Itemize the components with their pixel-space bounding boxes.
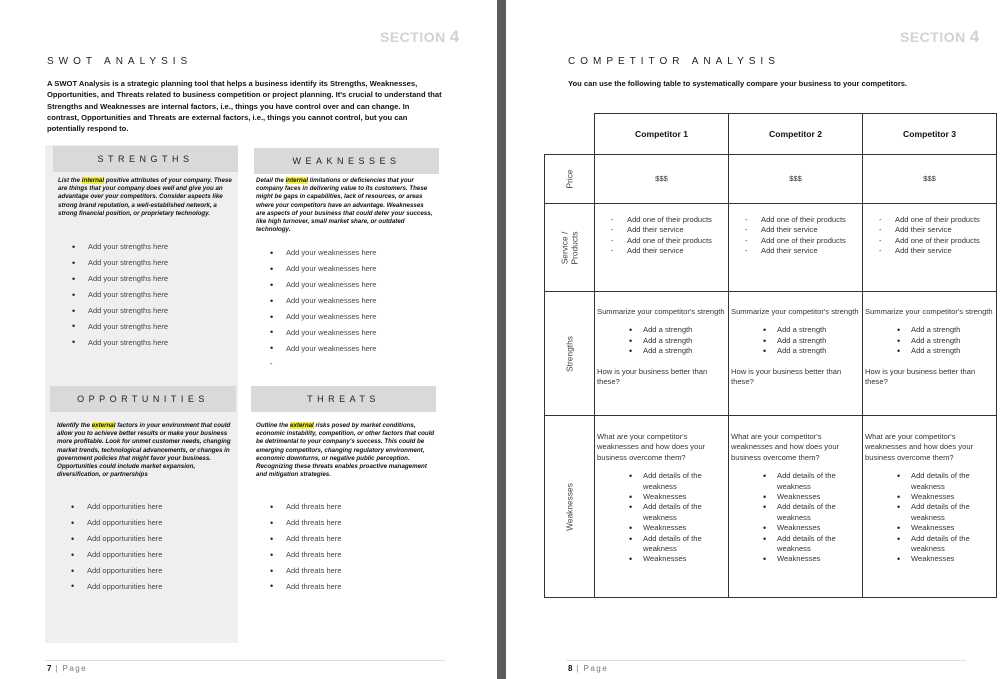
table-row-strengths: [545, 292, 997, 416]
page-title: COMPETITOR ANALYSIS: [568, 56, 780, 67]
list-item: • Add a strength: [911, 336, 994, 346]
list-item[interactable]: • Add threats here: [270, 547, 341, 563]
page-number: 8: [568, 664, 573, 673]
price-cell[interactable]: $$$: [729, 155, 863, 204]
section-label: SECTION: [380, 29, 446, 45]
list-item[interactable]: • Add your strengths here: [72, 303, 168, 319]
list-item: • Weaknesses: [911, 523, 994, 533]
column-header: Competitor 3: [863, 114, 997, 155]
section-tag: [380, 27, 460, 47]
threats-description: Outline the external risks posed by market conditions, economic instability, competition, or other factors that could be detrimental to your company's success. This could be emerging competitors, changing regulatory environment, economic downturns, or negative public perception. Recognizing these threats enables proactive management and mitigation strategies.: [256, 422, 435, 479]
footer-divider: [566, 660, 966, 661]
strengths-question: How is your business better than these?: [865, 366, 976, 387]
list-item[interactable]: • Add opportunities here: [71, 515, 162, 531]
row-header-strengths: Strengths: [545, 292, 595, 416]
weaknesses-prompt: What are your competitor's weaknesses and how does your business overcome them?: [731, 432, 840, 462]
page-number: 7: [47, 664, 52, 673]
table-row-weaknesses: [545, 416, 997, 598]
table-row-service: [545, 204, 997, 292]
strengths-cell[interactable]: [863, 292, 997, 416]
list-item: - Add one of their products: [895, 236, 994, 246]
page-7: [0, 0, 497, 679]
list-item: • Weaknesses: [777, 492, 860, 502]
list-item: • Add details of the weakness: [643, 534, 726, 555]
list-item[interactable]: • Add your strengths here: [72, 334, 168, 350]
row-header-price: Price: [545, 155, 595, 204]
strengths-cell[interactable]: [729, 292, 863, 416]
list-item[interactable]: • Add threats here: [270, 531, 341, 547]
list-item: - Add one of their products: [761, 236, 860, 246]
list-item: • Add a strength: [643, 325, 726, 335]
page-title: SWOT ANALYSIS: [47, 56, 193, 67]
list-item[interactable]: • Add opportunities here: [71, 499, 162, 515]
list-item: • Add a strength: [911, 346, 994, 356]
list-item[interactable]: • Add opportunities here: [71, 578, 162, 594]
weaknesses-prompt: What are your competitor's weaknesses and how does your business overcome them?: [597, 432, 706, 462]
footer-divider: [45, 660, 445, 661]
price-cell[interactable]: $$$: [595, 155, 729, 204]
section-number: 4: [969, 27, 980, 46]
list-item: - Add one of their products: [761, 215, 860, 225]
row-header-service: Service / Products: [545, 204, 595, 292]
list-item: • Add a strength: [777, 346, 860, 356]
list-item[interactable]: • Add threats here: [270, 578, 341, 594]
opportunities-description: Identify the external factors in your environment that could allow you to achieve better results or make your business more profitable. Look for unmet customer needs, changing market trends, technological advancements, or changes in government policies that might favor your business. Opportunities could include market expansion, diversification, or partnerships: [57, 422, 231, 479]
strengths-heading: STRENGTHS: [53, 146, 238, 172]
list-item: - Add one of their products: [627, 215, 726, 225]
strengths-prompt: Summarize your competitor's strength: [731, 307, 859, 316]
strengths-prompt: Summarize your competitor's strength: [597, 307, 725, 316]
page-8: [506, 0, 1005, 679]
list-item: • Add details of the weakness: [643, 471, 726, 492]
strengths-question: How is your business better than these?: [731, 366, 842, 387]
list-item: • Add a strength: [643, 346, 726, 356]
list-item: • Weaknesses: [777, 554, 860, 564]
list-item: - Add their service: [895, 225, 994, 235]
list-item[interactable]: • Add your weaknesses here: [270, 324, 376, 340]
list-item: • Weaknesses: [643, 492, 726, 502]
column-header: Competitor 2: [729, 114, 863, 155]
list-item[interactable]: • Add threats here: [270, 563, 341, 579]
list-item[interactable]: • Add opportunities here: [71, 563, 162, 579]
section-tag: [900, 27, 980, 47]
list-item: • Add details of the weakness: [777, 471, 860, 492]
list-item[interactable]: • Add your weaknesses here: [270, 245, 376, 261]
strengths-prompt: Summarize your competitor's strength: [865, 307, 993, 316]
column-header: Competitor 1: [595, 114, 729, 155]
list-item: • Add details of the weakness: [643, 502, 726, 523]
table-row-price: [545, 155, 997, 204]
list-item: - Add their service: [895, 246, 994, 256]
list-item[interactable]: • Add threats here: [270, 499, 341, 515]
list-item: - Add their service: [627, 246, 726, 256]
price-cell[interactable]: $$$: [863, 155, 997, 204]
list-item[interactable]: • Add your weaknesses here: [270, 277, 376, 293]
list-item: - Add their service: [761, 225, 860, 235]
list-item: • Add a strength: [643, 336, 726, 346]
list-item[interactable]: • Add your strengths here: [72, 287, 168, 303]
threats-list: [270, 499, 341, 594]
list-item: • Add a strength: [911, 325, 994, 335]
opportunities-heading: OPPORTUNITIES: [50, 386, 236, 412]
list-item[interactable]: • Add your weaknesses here: [270, 293, 376, 309]
list-item[interactable]: • Add your weaknesses here: [270, 261, 376, 277]
list-item-empty[interactable]: [270, 356, 376, 372]
list-item: • Weaknesses: [777, 523, 860, 533]
page-footer: 7 | Page: [47, 664, 88, 673]
list-item: • Weaknesses: [911, 554, 994, 564]
weaknesses-list: [270, 245, 376, 372]
table-header-row: [545, 114, 997, 155]
list-item[interactable]: • Add your weaknesses here: [270, 309, 376, 325]
list-item: • Weaknesses: [643, 523, 726, 533]
list-item: • Add a strength: [777, 336, 860, 346]
list-item: • Add details of the weakness: [911, 471, 994, 492]
weaknesses-cell[interactable]: [729, 416, 863, 598]
service-cell[interactable]: [863, 204, 997, 292]
list-item: • Add details of the weakness: [911, 502, 994, 523]
weaknesses-cell[interactable]: [595, 416, 729, 598]
list-item[interactable]: • Add your strengths here: [72, 239, 168, 255]
list-item: - Add one of their products: [895, 215, 994, 225]
list-item[interactable]: • Add opportunities here: [71, 531, 162, 547]
list-item: • Add details of the weakness: [777, 502, 860, 523]
section-label: SECTION: [900, 29, 966, 45]
competitor-intro: You can use the following table to systematically compare your business to your competitors.: [568, 79, 908, 88]
list-item[interactable]: • Add opportunities here: [71, 547, 162, 563]
threats-heading: THREATS: [251, 386, 436, 412]
swot-intro: A SWOT Analysis is a strategic planning tool that helps a business identify its Strengths, Weaknesses, Opportunities, and Threats related to business competition or project planning. It's crucial to understand that Strengths and Weaknesses are internal factors, i.e., things you have control over and can change. In contrast, Opportunities and Threats are external factors, i.e., things you cannot control, but you can potentially respond to.: [47, 79, 442, 134]
strengths-list: [72, 239, 168, 350]
list-item: - Add their service: [761, 246, 860, 256]
service-cell[interactable]: [729, 204, 863, 292]
list-item: - Add their service: [627, 225, 726, 235]
list-item: • Weaknesses: [643, 554, 726, 564]
list-item[interactable]: • Add your weaknesses here: [270, 340, 376, 356]
competitor-table: [544, 113, 997, 598]
list-item: • Add details of the weakness: [777, 534, 860, 555]
weaknesses-cell[interactable]: [863, 416, 997, 598]
service-cell[interactable]: [595, 204, 729, 292]
table-corner: [545, 114, 595, 155]
list-item: - Add one of their products: [627, 236, 726, 246]
strengths-description: List the internal positive attributes of your company. These are things that your company does well and give you an advantage over your competitors. Consider aspects like strong brand reputation, a well-established network, a strong financial position, or proprietary technology.: [58, 177, 232, 217]
list-item[interactable]: • Add your strengths here: [72, 255, 168, 271]
strengths-cell[interactable]: [595, 292, 729, 416]
weaknesses-description: Detail the internal limitations or deficiencies that your company faces in delivering value to its customers. These might be gaps in capabilities, lack of resources, or areas where your competitors have an advantage. Weaknesses are aspects of your business that could deter your success, like high turnover, small market share, or outdated technology.: [256, 177, 433, 234]
strengths-question: How is your business better than these?: [597, 366, 708, 387]
list-item[interactable]: • Add your strengths here: [72, 318, 168, 334]
weaknesses-heading: WEAKNESSES: [254, 148, 439, 174]
list-item[interactable]: • Add your strengths here: [72, 271, 168, 287]
list-item: • Weaknesses: [911, 492, 994, 502]
list-item: • Add details of the weakness: [911, 534, 994, 555]
opportunities-list: [71, 499, 162, 594]
list-item: • Add a strength: [777, 325, 860, 335]
row-header-weaknesses: Weaknesses: [545, 416, 595, 598]
list-item[interactable]: • Add threats here: [270, 515, 341, 531]
section-number: 4: [449, 27, 460, 46]
weaknesses-prompt: What are your competitor's weaknesses and how does your business overcome them?: [865, 432, 974, 462]
page-footer: 8 | Page: [568, 664, 609, 673]
